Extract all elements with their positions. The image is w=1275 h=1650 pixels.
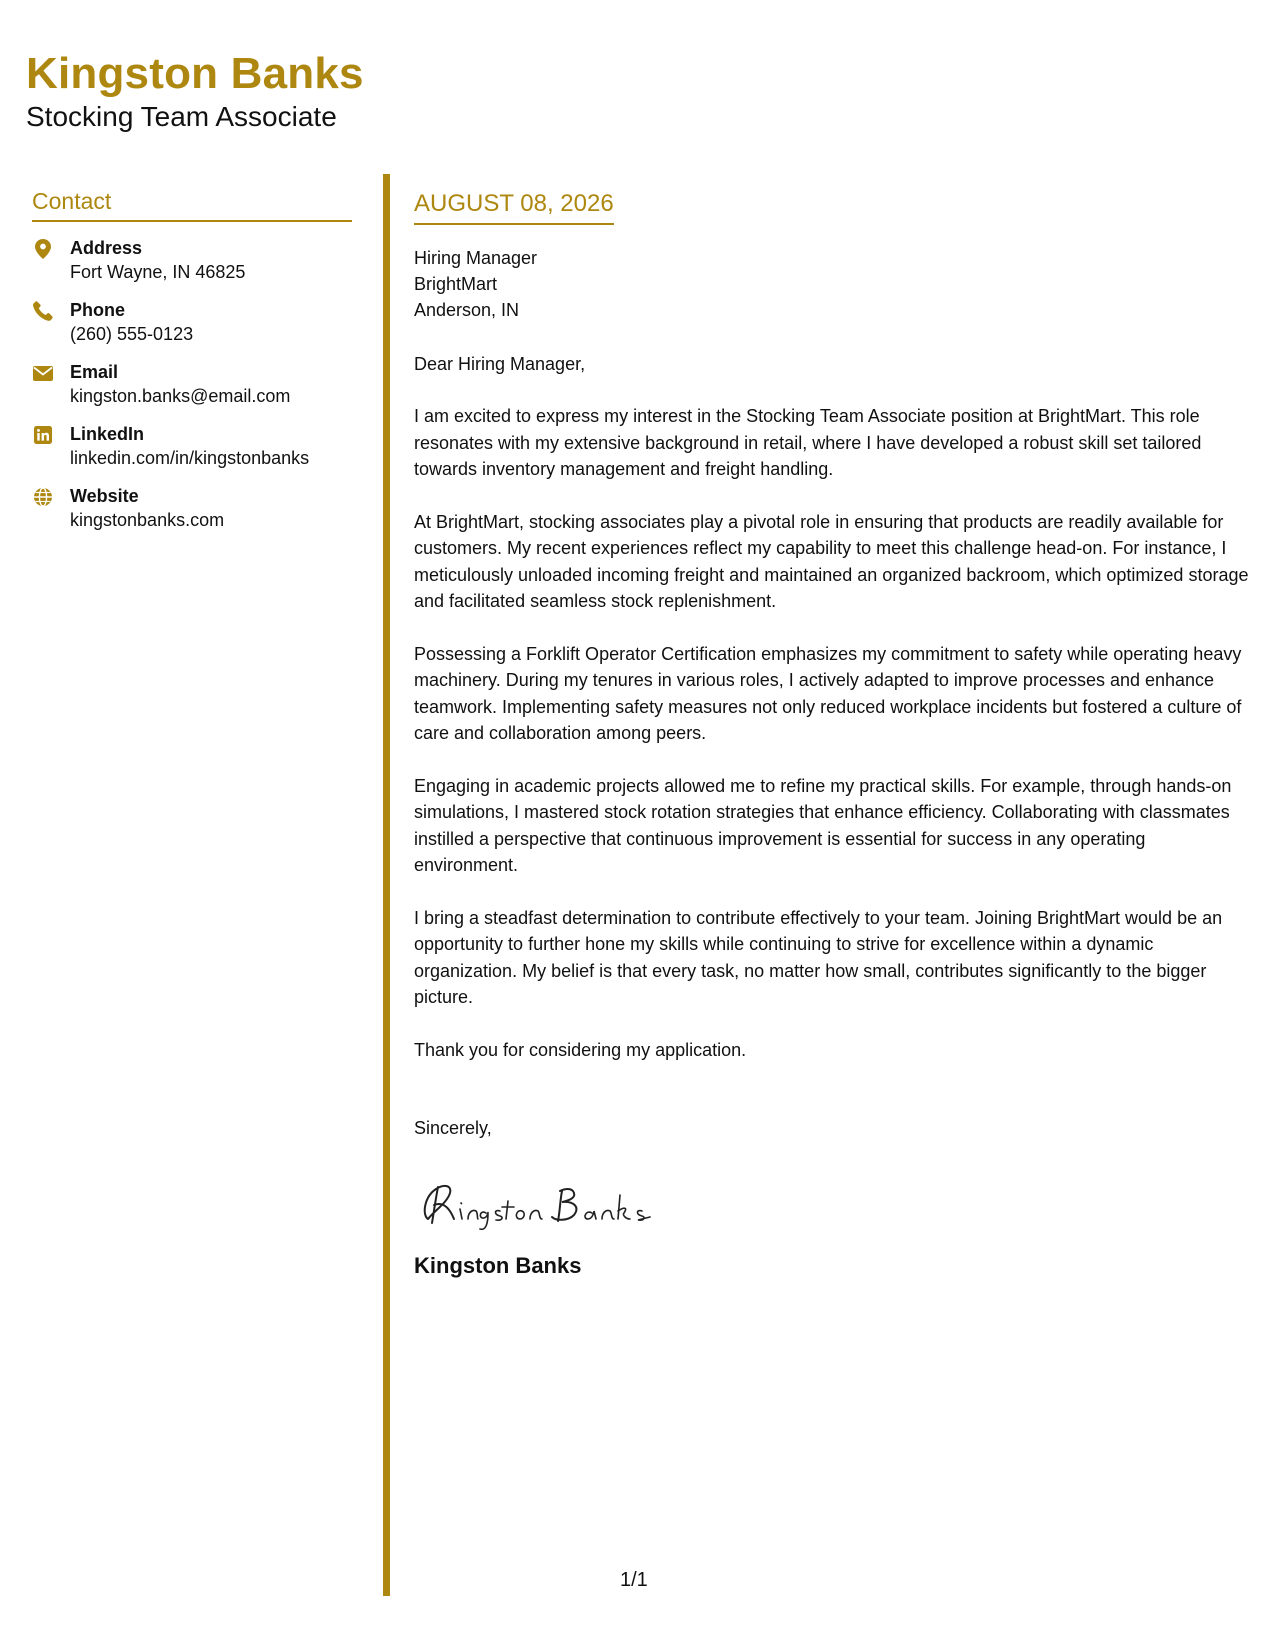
paragraph: Possessing a Forklift Operator Certification emphasizes my commitment to safety while operating heavy machinery. During my tenures in various roles, I actively adapted to improve processes and enhance teamwork. Implementing safety measures not only reduced workplace incidents but fostered a culture of care and collaboration among peers.	[414, 643, 1242, 743]
applicant-role: Stocking Team Associate	[26, 101, 337, 132]
contact-label: Website	[70, 486, 139, 506]
map-pin-icon	[32, 238, 54, 260]
paragraph: Thank you for considering my application.	[414, 1039, 747, 1060]
letter-date: AUGUST 08, 2026	[414, 188, 614, 225]
signed-name: Kingston Banks	[414, 1253, 582, 1278]
envelope-icon	[32, 362, 54, 384]
linkedin-icon	[32, 424, 54, 446]
closing: Sincerely,	[414, 1118, 492, 1138]
contact-sidebar	[32, 186, 352, 546]
contact-value: (260) 555-0123	[70, 324, 194, 344]
phone-icon	[32, 300, 54, 322]
contact-item-linkedin	[32, 422, 352, 470]
contact-section-title: Contact	[32, 186, 352, 222]
contact-item-phone	[32, 298, 352, 346]
contact-label: Address	[70, 238, 143, 258]
recipient-block	[414, 245, 1254, 323]
contact-value: linkedin.com/in/kingstonbanks	[70, 448, 310, 468]
contact-value: Fort Wayne, IN 46825	[70, 262, 246, 282]
contact-item-address	[32, 236, 352, 284]
contact-label: Phone	[70, 300, 126, 320]
page-number: 1/1	[620, 1569, 648, 1591]
paragraph: Engaging in academic projects allowed me to refine my practical skills. For example, through hands-on simulations, I mastered stock rotation strategies that enhance efficiency. Collaborating with classmates instilled a perspective that continuous improvement is essential for success in any operating environment.	[414, 775, 1232, 875]
contact-value: kingston.banks@email.com	[70, 386, 291, 406]
salutation: Dear Hiring Manager,	[414, 354, 586, 374]
recipient-line: Anderson, IN	[414, 300, 520, 320]
contact-item-website	[32, 484, 352, 532]
contact-value: kingstonbanks.com	[70, 510, 225, 530]
recipient-line: BrightMart	[414, 274, 498, 294]
globe-icon	[32, 486, 54, 508]
contact-item-email	[32, 360, 352, 408]
paragraph: At BrightMart, stocking associates play a pivotal role in ensuring that products are readily available for customers. My recent experiences reflect my capability to meet this challenge head-on. For instance, I meticulously unloaded incoming freight and maintained an organized backroom, which optimized storage and facilitated seamless stock replenishment.	[414, 511, 1249, 611]
paragraph: I bring a steadfast determination to contribute effectively to your team. Joining BrightMart would be an opportunity to further hone my skills while continuing to strive for excellence within a dynamic organization. My belief is that every task, no matter how small, contributes significantly to the bigger picture.	[414, 907, 1223, 1007]
handwritten-signature	[414, 1171, 674, 1231]
contact-label: Email	[70, 362, 119, 382]
applicant-name: Kingston Banks	[26, 49, 364, 98]
contact-label: LinkedIn	[70, 424, 145, 444]
paragraph: I am excited to express my interest in the Stocking Team Associate position at BrightMart. This role resonates with my extensive background in retail, where I have developed a robust skill set tailored towards inventory management and freight handling.	[414, 406, 1202, 479]
letter-body	[414, 188, 1254, 1280]
vertical-divider	[383, 174, 390, 1596]
recipient-line: Hiring Manager	[414, 248, 538, 268]
letter-header	[26, 48, 364, 134]
